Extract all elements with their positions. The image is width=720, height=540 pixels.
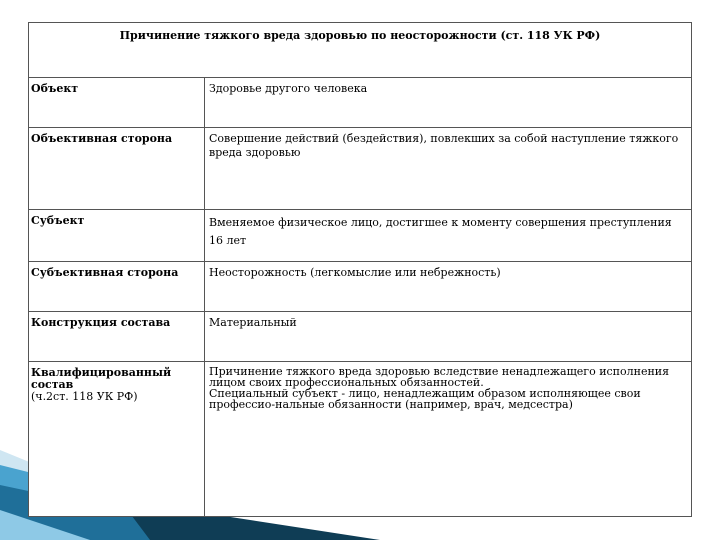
row-label: Субъект (31, 214, 85, 227)
row-value: Здоровье другого человека (209, 82, 368, 95)
row-value: Материальный (209, 316, 297, 329)
row-composition-type (29, 311, 691, 361)
row-value: Вменяемое физическое лицо, достигшее к моменту совершения преступления 16 лет (209, 216, 672, 247)
row-object (29, 77, 691, 127)
row-value: Неосторожность (легкомыслие или небрежность) (209, 266, 501, 279)
row-subjective-side (29, 261, 691, 311)
row-value: Совершение действий (бездействия), повлекших за собой наступление тяжкого вреда здоровью (209, 132, 679, 159)
table-title: Причинение тяжкого вреда здоровью по неосторожности (ст. 118 УК РФ) (119, 29, 601, 42)
row-value-2: Специальный субъект - лицо, ненадлежащим образом исполняющее свои професcио-нальные обязанности (например, врач, медсестра) (209, 387, 641, 411)
row-label: Квалифицированный состав (31, 366, 172, 391)
row-label: Объект (31, 82, 79, 95)
row-objective-side (29, 127, 691, 209)
row-value: Причинение тяжкого вреда здоровью вследствие ненадлежащего исполнения лицом своих профессиональных обязанностей. (209, 365, 670, 389)
crime-elements-table (28, 22, 692, 517)
row-subject (29, 209, 691, 261)
row-qualified-composition (29, 361, 691, 516)
row-label-sub: (ч.2ст. 118 УК РФ) (31, 390, 138, 403)
row-label: Объективная сторона (31, 132, 173, 145)
row-label: Конструкция состава (31, 316, 171, 329)
row-label: Субъективная сторона (31, 266, 179, 279)
